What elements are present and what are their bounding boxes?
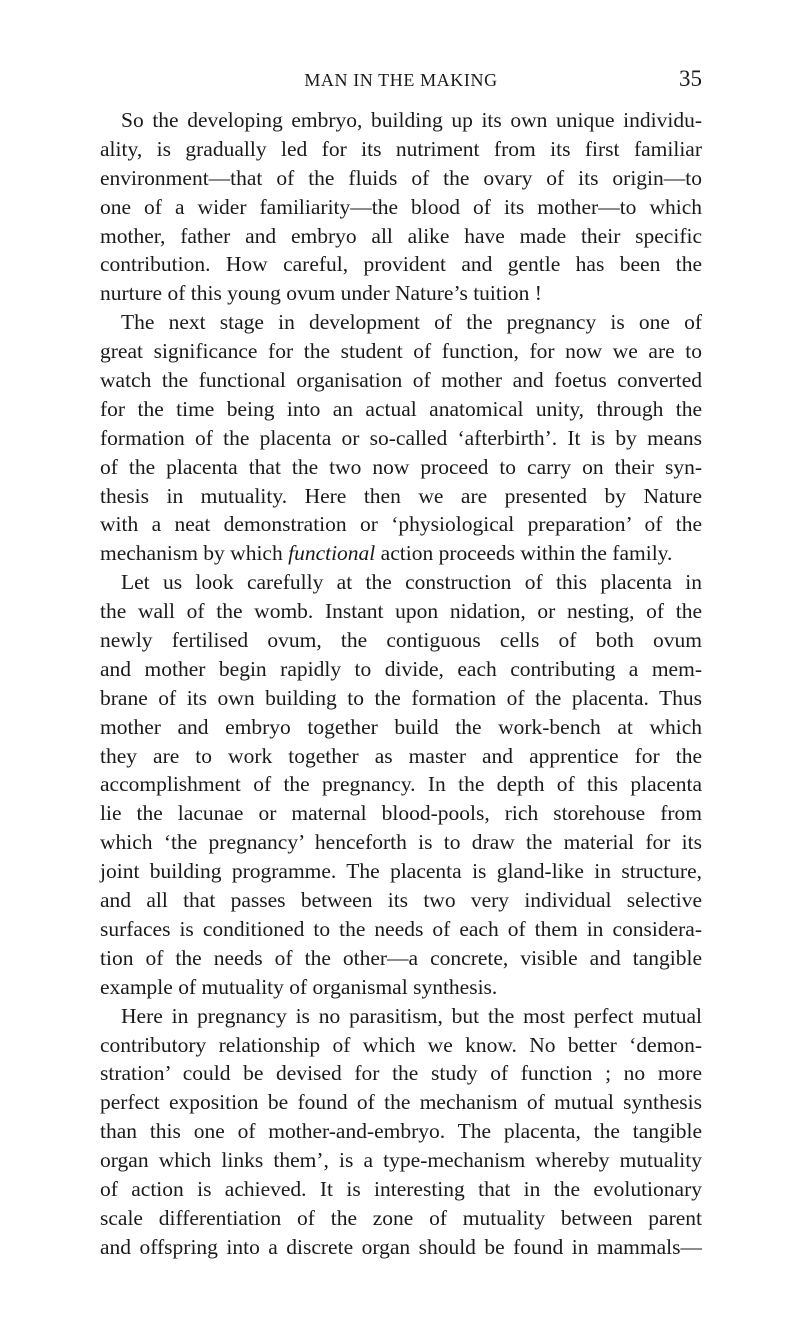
- text-line: Here in pregnancy is no parasitism, but the most perfect mutual: [121, 1003, 702, 1028]
- text-line: accomplishment of the pregnancy. In the depth of this placenta: [100, 772, 702, 797]
- running-head: [100, 66, 702, 96]
- emphasis-word: functional: [288, 541, 376, 566]
- text-line: mother, father and embryo all alike have made their specific: [100, 223, 702, 248]
- text-line: environment—that of the fluids of the ovary of its origin—to: [100, 165, 702, 190]
- text-segment: action proceeds within the family.: [375, 541, 673, 566]
- text-line: lie the lacunae or maternal blood-pools, rich storehouse from: [100, 801, 702, 826]
- text-line: great significance for the student of function, for now we are to: [100, 339, 702, 364]
- text-line: surfaces is conditioned to the needs of each of them in considera-: [100, 916, 702, 941]
- text-line: and offspring into a discrete organ should be found in mammals—: [100, 1234, 702, 1259]
- text-line: newly fertilised ovum, the contiguous cells of both ovum: [100, 628, 702, 653]
- text-line: mother and embryo together build the work-bench at which: [100, 714, 702, 739]
- text-line: example of mutuality of organismal synthesis.: [100, 974, 498, 999]
- text-line: of action is achieved. It is interesting that in the evolutionary: [100, 1176, 702, 1201]
- text-line: watch the functional organisation of mother and foetus converted: [100, 368, 702, 393]
- text-line: for the time being into an actual anatomical unity, through the: [100, 396, 702, 421]
- text-line: contribution. How careful, provident and gentle has been the: [100, 252, 702, 277]
- text-line: and mother begin rapidly to divide, each contributing a mem-: [100, 656, 702, 681]
- text-segment: mechanism by which: [100, 541, 289, 566]
- text-line: The next stage in development of the pregnancy is one of: [121, 310, 702, 335]
- text-line: ality, is gradually led for its nutriment from its first familiar: [100, 136, 702, 161]
- page-number: 35: [679, 66, 702, 91]
- text-line: organ which links them’, is a type-mechanism whereby mutuality: [100, 1148, 702, 1173]
- text-line: one of a wider familiarity—the blood of its mother—to which: [100, 194, 702, 219]
- body-text: [100, 106, 702, 1262]
- text-line: of the placenta that the two now proceed to carry on their syn-: [100, 454, 702, 479]
- text-line: joint building programme. The placenta is gland-like in structure,: [100, 859, 702, 884]
- text-line: perfect exposition be found of the mechanism of mutual synthesis: [100, 1090, 702, 1115]
- text-line: Let us look carefully at the construction of this placenta in: [121, 570, 702, 595]
- running-title: MAN IN THE MAKING: [304, 70, 498, 90]
- text-line: formation of the placenta or so-called ‘afterbirth’. It is by means: [100, 425, 702, 450]
- text-line: thesis in mutuality. Here then we are presented by Nature: [100, 483, 702, 508]
- text-line: with a neat demonstration or ‘physiological preparation’ of the: [100, 512, 702, 537]
- text-line: which ‘the pregnancy’ henceforth is to draw the material for its: [100, 830, 702, 855]
- text-line: the wall of the womb. Instant upon nidation, or nesting, of the: [100, 599, 702, 624]
- text-line: and all that passes between its two very individual selective: [100, 888, 702, 913]
- text-line: tion of the needs of the other—a concrete, visible and tangible: [100, 945, 702, 970]
- text-line: So the developing embryo, building up its own unique individu-: [121, 108, 702, 132]
- text-line: scale differentiation of the zone of mutuality between parent: [100, 1205, 702, 1230]
- text-line: [100, 539, 702, 568]
- text-line: than this one of mother-and-embryo. The placenta, the tangible: [100, 1119, 702, 1144]
- text-line: contributory relationship of which we know. No better ‘demon-: [100, 1032, 702, 1057]
- text-line: stration’ could be devised for the study of function ; no more: [100, 1061, 702, 1086]
- text-line: nurture of this young ovum under Nature’s tuition !: [100, 281, 542, 306]
- text-line: brane of its own building to the formation of the placenta. Thus: [100, 685, 702, 710]
- text-line: they are to work together as master and apprentice for the: [100, 743, 702, 768]
